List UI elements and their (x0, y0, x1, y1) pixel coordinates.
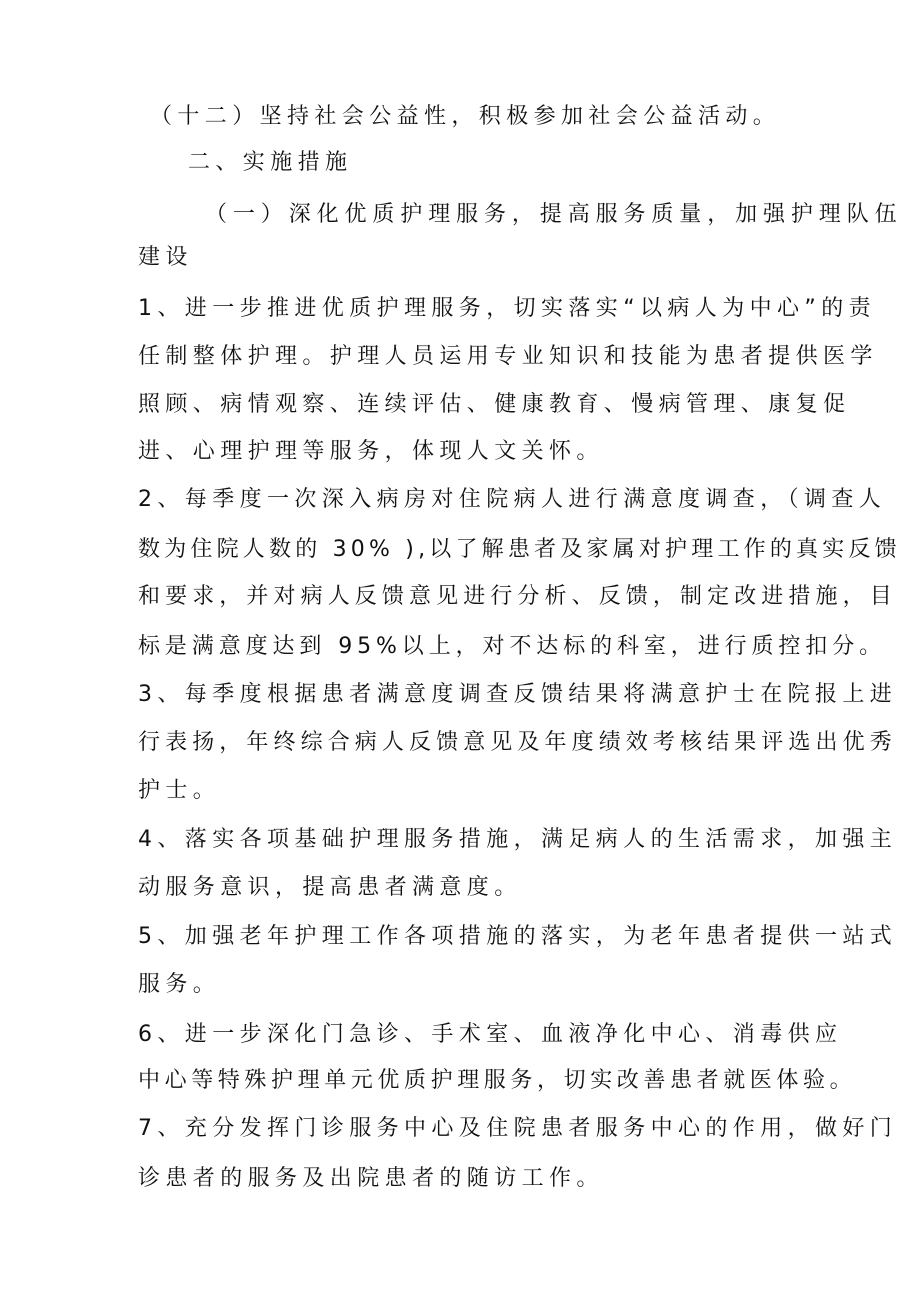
item-7-line-2: 诊患者的服务及出院患者的随访工作。 (138, 1166, 604, 1191)
item-5-line-1: 5、加强老年护理工作各项措施的落实，为老年患者提供一站式 (138, 924, 898, 949)
subsection-heading-1: （一）深化优质护理服务，提高服务质量，加强护理队伍 (205, 202, 903, 227)
item-1-line-4: 进、心理护理等服务，体现人文关怀。 (138, 439, 604, 464)
item-1-line-2: 任制整体护理。护理人员运用专业知识和技能为患者提供医学 (138, 344, 878, 369)
item-4-line-1: 4、落实各项基础护理服务措施，满足病人的生活需求，加强主 (138, 827, 898, 852)
item-2-line-2: 数为住院人数的 30% ),以了解患者及家属对护理工作的真实反馈 (138, 537, 901, 562)
item-1-line-1: 1、进一步推进优质护理服务，切实落实“以病人为中心”的责 (138, 296, 876, 321)
item-3-line-3: 护士。 (138, 778, 221, 803)
item-2-line-4: 标是满意度达到 95%以上，对不达标的科室，进行质控扣分。 (138, 634, 886, 659)
item-2-line-1: 2、每季度一次深入病房对住院病人进行满意度调查，（调查人 (138, 487, 887, 512)
item-3-line-1: 3、每季度根据患者满意度调查反馈结果将满意护士在院报上进 (138, 682, 898, 707)
subsection-heading-1-cont: 建设 (138, 245, 193, 270)
item-1-line-3: 照顾、病情观察、连续评估、健康教育、慢病管理、康复促 (138, 392, 851, 417)
item-3-line-2: 行表扬，年终综合病人反馈意见及年度绩效考核结果评选出优秀 (138, 730, 897, 755)
item-7-line-1: 7、充分发挥门诊服务中心及住院患者服务中心的作用，做好门 (138, 1116, 898, 1141)
item-6-line-2: 中心等特殊护理单元优质护理服务，切实改善患者就医体验。 (138, 1068, 857, 1093)
text-line-goal-12: （十二）坚持社会公益性，积极参加社会公益活动。 (150, 104, 781, 129)
item-6-line-1: 6、进一步深化门急诊、手术室、血液净化中心、消毒供应 (138, 1022, 843, 1047)
item-5-line-2: 服务。 (138, 972, 221, 997)
section-heading-measures: 二、实施措施 (188, 150, 353, 175)
item-2-line-3: 和要求，并对病人反馈意见进行分析、反馈，制定改进措施，目 (138, 584, 897, 609)
item-4-line-2: 动服务意识，提高患者满意度。 (138, 875, 522, 900)
